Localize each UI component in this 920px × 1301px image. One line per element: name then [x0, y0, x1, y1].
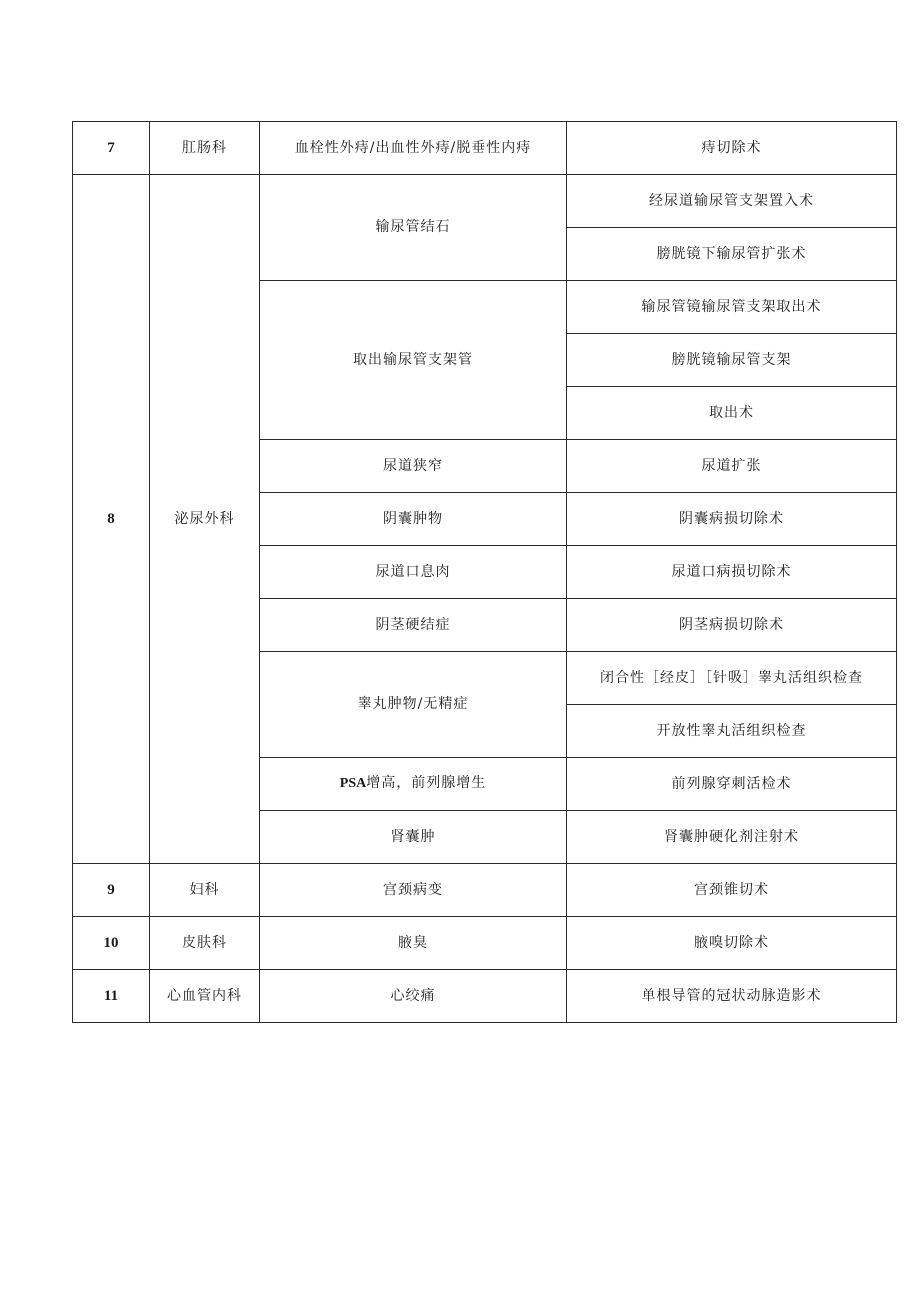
- diagnosis-cell: 阴茎硬结症: [260, 599, 567, 652]
- row-number: 9: [73, 864, 150, 917]
- diagnosis-cell: 取出输尿管支架管: [260, 281, 567, 440]
- row-number: 8: [73, 175, 150, 864]
- procedure-cell: 开放性睾丸活组织检查: [567, 705, 897, 758]
- procedure-table: [72, 121, 897, 1023]
- procedure-cell: 闭合性［经皮］［针吸］睾丸活组织检查: [567, 652, 897, 705]
- row-number: 10: [73, 917, 150, 970]
- procedure-cell: 尿道口病损切除术: [567, 546, 897, 599]
- diagnosis-cell: 心绞痛: [260, 970, 567, 1023]
- table-row: [73, 917, 897, 970]
- table-row: [73, 970, 897, 1023]
- procedure-cell: 阴囊病损切除术: [567, 493, 897, 546]
- procedure-cell: 膀胱镜输尿管支架: [567, 334, 897, 387]
- department-cell: 心血管内科: [150, 970, 260, 1023]
- diagnosis-cell: 宫颈病变: [260, 864, 567, 917]
- department-cell: 妇科: [150, 864, 260, 917]
- procedure-cell: 经尿道输尿管支架置入术: [567, 175, 897, 228]
- department-cell: 肛肠科: [150, 122, 260, 175]
- procedure-cell: 宫颈锥切术: [567, 864, 897, 917]
- procedure-cell: 单根导管的冠状动脉造影术: [567, 970, 897, 1023]
- department-cell: 皮肤科: [150, 917, 260, 970]
- diagnosis-cell: [260, 758, 567, 811]
- diagnosis-cell: 肾囊肿: [260, 811, 567, 864]
- procedure-cell: 阴茎病损切除术: [567, 599, 897, 652]
- procedure-cell: 尿道扩张: [567, 440, 897, 493]
- table-row: [73, 175, 897, 228]
- diagnosis-cell: 尿道口息肉: [260, 546, 567, 599]
- diagnosis-cell: 输尿管结石: [260, 175, 567, 281]
- procedure-cell: 膀胱镜下输尿管扩张术: [567, 228, 897, 281]
- diagnosis-cell: 尿道狭窄: [260, 440, 567, 493]
- department-cell: 泌尿外科: [150, 175, 260, 864]
- row-number: 7: [73, 122, 150, 175]
- row-number: 11: [73, 970, 150, 1023]
- diagnosis-text: 增高，前列腺增生: [366, 775, 487, 792]
- procedure-cell: 输尿管镜输尿管支架取出术: [567, 281, 897, 334]
- diagnosis-cell: 阴囊肿物: [260, 493, 567, 546]
- diagnosis-cell: 腋臭: [260, 917, 567, 970]
- table-row: [73, 864, 897, 917]
- table-row: [73, 122, 897, 175]
- procedure-cell: 取出术: [567, 387, 897, 440]
- procedure-cell: 前列腺穿刺活检术: [567, 758, 897, 811]
- procedure-cell: 腋嗅切除术: [567, 917, 897, 970]
- procedure-cell: 肾囊肿硬化剂注射术: [567, 811, 897, 864]
- psa-label: PSA: [339, 776, 367, 792]
- diagnosis-cell: 睾丸肿物/无精症: [260, 652, 567, 758]
- diagnosis-cell: 血栓性外痔/出血性外痔/脱垂性内痔: [260, 122, 567, 175]
- procedure-cell: 痔切除术: [567, 122, 897, 175]
